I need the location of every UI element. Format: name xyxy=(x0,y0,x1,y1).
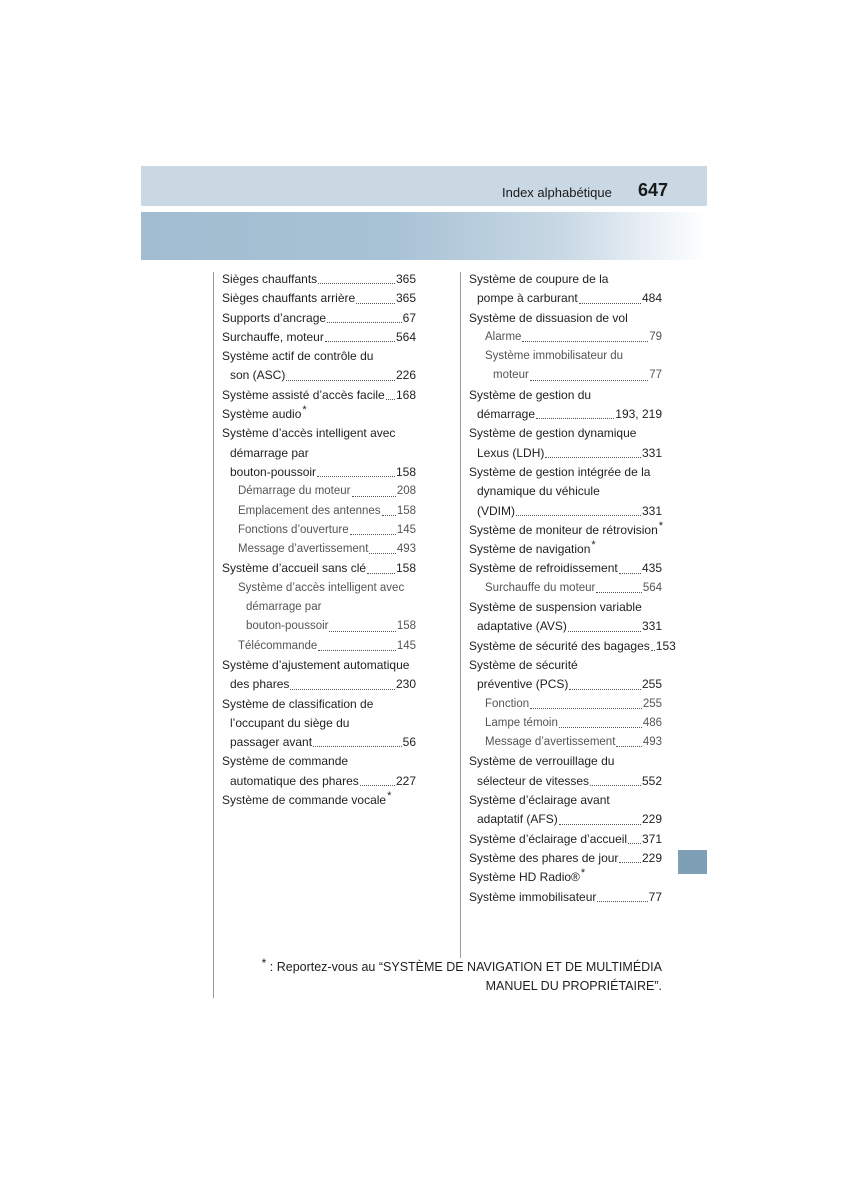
dot-leader xyxy=(559,727,642,728)
index-entry-page: 158 xyxy=(396,504,416,517)
index-entry-page: 365 xyxy=(395,291,416,306)
dot-leader xyxy=(356,303,395,304)
index-entry-page: 77 xyxy=(649,369,662,382)
index-entry-text: Système de coupure de la xyxy=(469,272,609,286)
index-entry-text: Système de moniteur de rétrovision xyxy=(469,522,658,537)
index-entry-page: 226 xyxy=(395,368,416,383)
index-entry-text: Système de refroidissement xyxy=(469,561,618,576)
index-entry-page: 331 xyxy=(641,503,662,518)
index-entry-text: Système des phares de jour xyxy=(469,850,619,865)
index-entry-text: Système immobilisateur xyxy=(469,889,597,904)
dot-leader xyxy=(386,399,395,400)
index-entry-text: adaptative (AVS) xyxy=(477,619,567,634)
index-entry-text: Message d’avertissement xyxy=(485,736,616,749)
index-entry-page: 331 xyxy=(641,445,662,460)
index-entry-page: 484 xyxy=(641,291,662,306)
index-entry-text: Système de sécurité xyxy=(469,657,578,672)
index-entry-text: Alarme xyxy=(485,330,522,343)
index-entry-text: Système actif de contrôle du xyxy=(222,349,374,364)
header-band xyxy=(141,166,707,206)
index-entry-text: Système d’accueil sans clé xyxy=(222,561,367,576)
index-entry-text: Système immobilisateur du xyxy=(485,350,624,363)
index-entry xyxy=(222,270,416,289)
index-entry-text: Système de verrouillage du xyxy=(469,754,615,769)
index-entry-text: Sièges chauffants arrière xyxy=(222,291,356,306)
dot-leader xyxy=(545,457,641,458)
footnote-reference-asterisk: * xyxy=(658,519,664,532)
index-entry-page: 158 xyxy=(395,464,416,479)
index-entry xyxy=(469,405,662,424)
dot-leader xyxy=(286,380,395,381)
index-column-left xyxy=(222,270,416,810)
dot-leader xyxy=(590,785,641,786)
index-entry-text: Surchauffe, moteur xyxy=(222,329,324,344)
index-entry-text: Système d’accès intelligent avec xyxy=(238,581,405,594)
index-entry-page: 67 xyxy=(402,310,416,325)
index-entry-page: 255 xyxy=(641,677,662,692)
index-entry xyxy=(469,714,662,733)
index-entry-text: (VDIM) xyxy=(477,503,515,518)
index-entry-text: l’occupant du siège du xyxy=(230,715,350,730)
dot-leader xyxy=(329,631,395,632)
index-entry xyxy=(469,424,662,443)
index-entry-text: Système assisté d’accès facile xyxy=(222,387,385,402)
index-entry-text: des phares xyxy=(230,677,290,692)
index-entry-text: sélecteur de vitesses xyxy=(477,773,590,788)
index-entry-text: démarrage xyxy=(477,407,536,422)
index-entry-text: préventive (PCS) xyxy=(477,677,569,692)
dot-leader xyxy=(352,496,396,497)
index-entry xyxy=(222,347,416,366)
dot-leader xyxy=(325,341,395,342)
index-entry-page: 158 xyxy=(396,620,416,633)
index-entry-page: 145 xyxy=(396,639,416,652)
index-entry-page: 153 xyxy=(655,638,676,653)
index-entry-text: adaptatif (AFS) xyxy=(477,812,558,827)
index-entry xyxy=(469,289,662,308)
index-entry-text: Démarrage du moteur xyxy=(238,485,351,498)
index-entry-page: 208 xyxy=(396,485,416,498)
index-entry-page: 493 xyxy=(642,736,662,749)
index-entry xyxy=(469,752,662,771)
index-entry-page: 193, 219 xyxy=(615,407,662,422)
index-entry-page: 145 xyxy=(396,523,416,536)
dot-leader xyxy=(536,418,614,419)
index-entry xyxy=(469,366,662,385)
index-entry-text: Télécommande xyxy=(238,639,318,652)
index-entry xyxy=(469,772,662,791)
index-entry xyxy=(469,521,662,540)
index-entry xyxy=(469,675,662,694)
index-entry xyxy=(222,444,416,463)
index-entry xyxy=(469,309,662,328)
dot-leader xyxy=(569,689,641,690)
index-entry xyxy=(222,424,416,443)
dot-leader xyxy=(568,631,641,632)
index-entry-text: Système d’ajustement automatique xyxy=(222,657,410,672)
index-entry xyxy=(469,559,662,578)
index-entry-text: son (ASC) xyxy=(230,368,286,383)
index-entry xyxy=(222,405,416,424)
index-entry xyxy=(469,695,662,714)
index-entry-page: 79 xyxy=(649,330,662,343)
index-entry xyxy=(469,888,662,907)
index-entry-text: pompe à carburant xyxy=(477,291,578,306)
index-entry xyxy=(222,309,416,328)
index-entry-page: 56 xyxy=(402,735,416,750)
index-entry-text: Supports d’ancrage xyxy=(222,310,327,325)
index-entry-page: 77 xyxy=(648,889,662,904)
index-entry-text: Système d’éclairage avant xyxy=(469,793,610,808)
index-entry-text: démarrage par xyxy=(230,445,309,460)
index-entry-text: Système de navigation xyxy=(469,542,591,557)
dot-leader xyxy=(290,689,395,690)
index-entry-text: Système audio xyxy=(222,407,302,422)
index-entry-text: Système de gestion du xyxy=(469,387,592,402)
dot-leader xyxy=(350,534,396,535)
dot-leader xyxy=(559,824,641,825)
dot-leader xyxy=(530,708,642,709)
index-entry xyxy=(222,463,416,482)
index-column-right xyxy=(469,270,676,907)
index-entry xyxy=(222,540,416,559)
index-entry xyxy=(469,810,662,829)
dot-leader xyxy=(628,843,641,844)
index-entry xyxy=(469,502,662,521)
index-entry-text: Système de sécurité des bagages xyxy=(469,638,650,653)
index-entry-text: Emplacement des antennes xyxy=(238,504,381,517)
index-entry xyxy=(222,579,416,598)
dot-leader xyxy=(317,476,395,477)
footnote-reference-asterisk: * xyxy=(387,790,392,803)
middle-column-rule xyxy=(460,272,461,958)
index-entry xyxy=(469,830,662,849)
index-entry-text: démarrage par xyxy=(246,601,322,614)
dot-leader xyxy=(382,515,396,516)
index-entry xyxy=(469,637,676,656)
index-entry-page: 552 xyxy=(641,773,662,788)
index-entry-page: 435 xyxy=(641,561,662,576)
index-entry xyxy=(222,521,416,540)
index-entry xyxy=(469,617,662,636)
dot-leader xyxy=(318,650,396,651)
header-gradient-band xyxy=(141,212,707,260)
index-entry-page: 230 xyxy=(395,677,416,692)
index-entry xyxy=(469,868,662,887)
left-column-rule xyxy=(213,272,214,998)
index-entry-text: bouton-poussoir xyxy=(230,464,317,479)
dot-leader xyxy=(327,322,402,323)
index-entry-page: 331 xyxy=(641,619,662,634)
index-entry xyxy=(222,386,416,405)
dot-leader xyxy=(619,573,641,574)
index-entry xyxy=(469,579,662,598)
footnote-reference-asterisk: * xyxy=(591,539,596,552)
index-entry-text: Système de dissuasion de vol xyxy=(469,310,628,325)
dot-leader xyxy=(651,650,655,651)
index-entry-page: 227 xyxy=(395,773,416,788)
index-entry-page: 493 xyxy=(396,543,416,556)
index-entry xyxy=(222,637,416,656)
index-entry xyxy=(469,463,662,482)
index-entry xyxy=(222,289,416,308)
dot-leader xyxy=(530,380,648,381)
page-header-title: Index alphabétique xyxy=(502,185,612,200)
index-entry-text: Sièges chauffants xyxy=(222,272,318,286)
index-entry-text: Fonction xyxy=(485,697,530,710)
index-entry-text: Message d’avertissement xyxy=(238,543,369,556)
index-entry xyxy=(469,328,662,347)
index-entry xyxy=(222,598,416,617)
index-entry xyxy=(469,849,662,868)
index-entry xyxy=(469,598,662,617)
index-entry-page: 371 xyxy=(641,831,662,846)
index-entry xyxy=(469,444,662,463)
index-entry xyxy=(469,540,662,559)
index-entry-text: Système de classification de xyxy=(222,696,374,711)
dot-leader xyxy=(318,283,395,284)
index-entry-page: 564 xyxy=(395,329,416,344)
dot-leader xyxy=(579,303,641,304)
footnote-reference-asterisk: * xyxy=(302,404,307,417)
index-entry xyxy=(469,482,662,501)
index-entry xyxy=(469,791,662,810)
index-entry-text: dynamique du véhicule xyxy=(477,484,600,499)
section-thumb-tab xyxy=(678,850,707,874)
index-entry-text: moteur xyxy=(493,369,529,382)
dot-leader xyxy=(313,746,402,747)
index-entry-page: 229 xyxy=(641,812,662,827)
index-entry-page: 486 xyxy=(642,716,662,729)
index-entry xyxy=(222,366,416,385)
index-entry-page: 255 xyxy=(642,697,662,710)
index-entry xyxy=(222,502,416,521)
dot-leader xyxy=(616,746,641,747)
index-entry xyxy=(222,656,416,675)
index-entry-text: bouton-poussoir xyxy=(246,620,329,633)
index-entry-page: 229 xyxy=(641,850,662,865)
dot-leader xyxy=(522,341,648,342)
index-entry-text: Système d’éclairage d’accueil xyxy=(469,831,628,846)
dot-leader xyxy=(596,592,641,593)
index-entry xyxy=(222,559,416,578)
index-entry xyxy=(222,695,416,714)
index-entry-page: 564 xyxy=(642,581,662,594)
footnote-line-2: MANUEL DU PROPRIÉTAIRE”. xyxy=(485,979,662,993)
index-entry-page: 365 xyxy=(395,272,416,286)
index-entry-text: Lampe témoin xyxy=(485,716,558,729)
index-entry xyxy=(469,270,662,289)
index-entry-text: Système de gestion intégrée de la xyxy=(469,464,651,479)
index-entry-text: passager avant xyxy=(230,735,313,750)
index-entry xyxy=(222,733,416,752)
index-entry-text: Système HD Radio® xyxy=(469,870,580,885)
dot-leader xyxy=(369,553,395,554)
index-entry xyxy=(222,328,416,347)
dot-leader xyxy=(516,515,641,516)
index-entry xyxy=(222,714,416,733)
index-entry-text: Surchauffe du moteur xyxy=(485,581,596,594)
dot-leader xyxy=(597,901,647,902)
index-entry xyxy=(222,791,416,810)
dot-leader xyxy=(360,785,395,786)
index-entry-text: automatique des phares xyxy=(230,773,359,788)
index-entry-text: Système de gestion dynamique xyxy=(469,426,637,441)
dot-leader xyxy=(619,862,641,863)
index-entry xyxy=(469,386,662,405)
index-entry-text: Système d’accès intelligent avec xyxy=(222,426,396,441)
index-entry-text: Système de commande vocale xyxy=(222,793,387,808)
index-entry xyxy=(469,733,662,752)
footnote-line-1: : Reportez-vous au “SYSTÈME DE NAVIGATION ET DE MULTIMÉDIA xyxy=(266,960,662,974)
index-entry-page: 168 xyxy=(395,387,416,402)
index-entry xyxy=(469,656,662,675)
index-entry-text: Système de commande xyxy=(222,754,349,769)
footnote-asterisk: * xyxy=(261,956,267,970)
page-number: 647 xyxy=(638,180,669,200)
footnote xyxy=(202,958,662,996)
index-entry xyxy=(222,617,416,636)
index-entry-text: Lexus (LDH) xyxy=(477,445,545,460)
dot-leader xyxy=(367,573,395,574)
footnote-reference-asterisk: * xyxy=(580,867,586,880)
index-entry-page: 158 xyxy=(395,561,416,576)
index-entry-text: Fonctions d’ouverture xyxy=(238,523,349,536)
index-entry xyxy=(222,482,416,501)
index-entry xyxy=(222,675,416,694)
index-entry xyxy=(222,752,416,771)
index-entry xyxy=(469,347,662,366)
index-entry-text: Système de suspension variable xyxy=(469,600,642,615)
